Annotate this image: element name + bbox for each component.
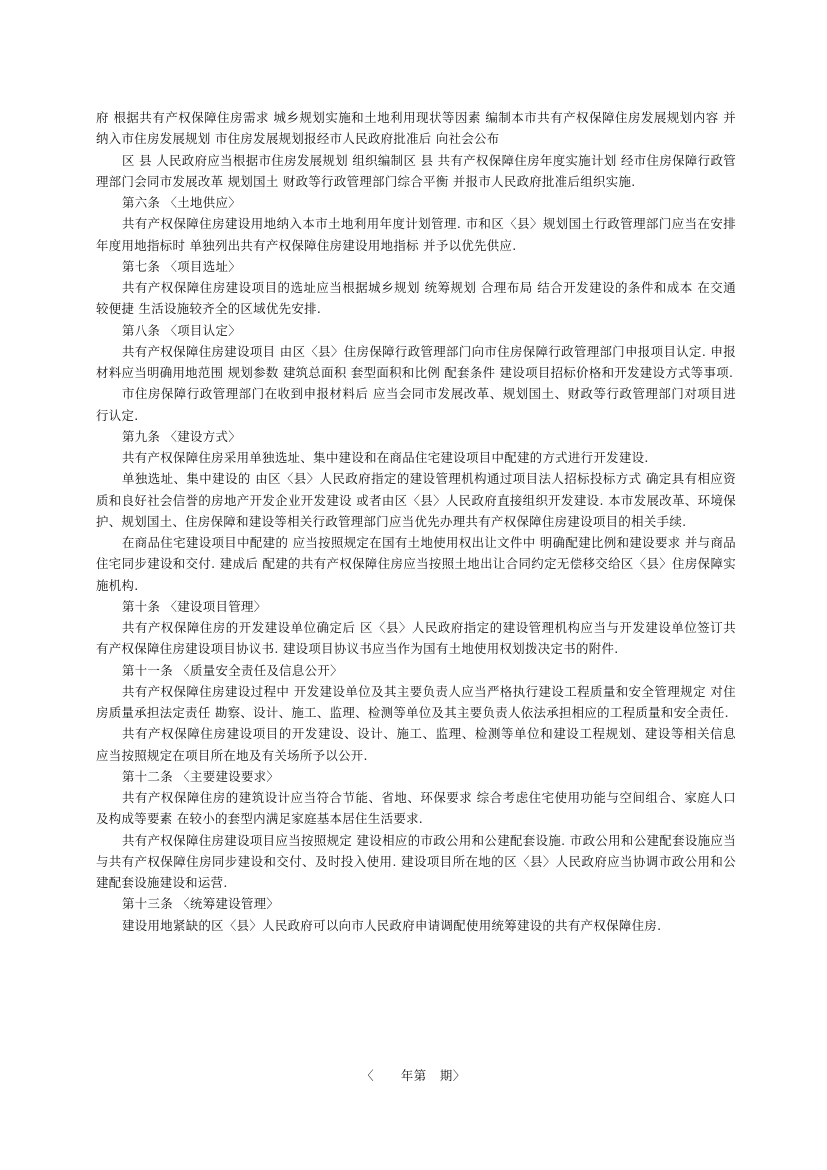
paragraph: 共有产权保障住房的建筑设计应当符合节能、省地、环保要求 综合考虑住宅使用功能与空间组合、家庭人口及构成等要素 在较小的套型内满足家庭基本居住生活要求. <box>96 790 736 827</box>
article-heading-12: 第十二条 〈主要建设要求〉 <box>122 768 280 784</box>
article-heading-11: 第十一条 〈质量安全责任及信息公开〉 <box>122 662 343 678</box>
paragraph: 共有产权保障住房建设用地纳入本市土地利用年度计划管理. 市和区〈县〉规划国土行政管理部门应当在安排年度用地指标时 单独列出共有产权保障住房建设用地指标 并予以优先供应. <box>96 216 736 253</box>
page-footer: 〈 年第 期〉 <box>361 1068 466 1083</box>
paragraph: 共有产权保障住房采用单独选址、集中建设和在商品住宅建设项目中配建的方式进行开发建设. <box>122 450 649 465</box>
article-heading-7: 第七条 〈项目选址〉 <box>122 258 241 274</box>
paragraph: 共有产权保障住房建设项目应当按照规定 建设相应的市政公用和公建配套设施. 市政公用和公建配套设施应当与共有产权保障住房同步建设和交付、及时投入使用. 建设项目所在地的区〈县〉人民政府应当协调市政公用和公建配套设施建设和运营. <box>96 832 736 890</box>
paragraph: 建设用地紧缺的区〈县〉人民政府可以向市人民政府申请调配使用统筹建设的共有产权保障住房. <box>122 917 662 933</box>
article-heading-8: 第八条 〈项目认定〉 <box>122 322 241 338</box>
article-heading-6: 第六条 〈土地供应〉 <box>122 195 241 210</box>
document-body <box>96 107 736 936</box>
paragraph: 共有产权保障住房的开发建设单位确定后 区〈县〉人民政府指定的建设管理机构应当与开发建设单位签订共有产权保障住房建设项目协议书. 建设项目协议书应当作为国有土地使用权划拨决定书的附件. <box>96 620 736 657</box>
paragraph: 区 县 人民政府应当根据市住房发展规划 组织编制区 县 共有产权保障住房年度实施计划 经市住房保障行政管理部门会同市发展改革 规划国土 财政等行政管理部门综合平衡 并报市人民政府批准后组织实施. <box>96 152 736 189</box>
paragraph: 在商品住宅建设项目中配建的 应当按照规定在国有土地使用权出让文件中 明确配建比例和建设要求 并与商品住宅同步建设和交付. 建成后 配建的共有产权保障住房应当按照土地出让合同约定无偿移交给区〈县〉住房保障实施机构. <box>96 535 736 593</box>
article-heading-13: 第十三条 〈统筹建设管理〉 <box>122 896 280 912</box>
paragraph: 共有产权保障住房建设项目 由区〈县〉住房保障行政管理部门向市住房保障行政管理部门申报项目认定. 申报材料应当明确用地范围 规划参数 建筑总面积 套型面积和比例 配套条件 建设项目招标价格和开发建设方式等事项. <box>96 343 736 380</box>
article-heading-10: 第十条 〈建设项目管理〉 <box>122 598 267 614</box>
paragraph: 共有产权保障住房建设过程中 开发建设单位及其主要负责人应当严格执行建设工程质量和安全管理规定 对住房质量承担法定责任 勘察、设计、施工、监理、检测等单位及其主要负责人依法承担相应的工程质量和安全责任. <box>96 683 736 720</box>
paragraph-continuation: 府 根据共有产权保障住房需求 城乡规划实施和土地利用现状等因素 编制本市共有产权保障住房发展规划内容 并纳入市住房发展规划 市住房发展规划报经市人民政府批准后 向社会公布 <box>96 110 736 147</box>
paragraph: 市住房保障行政管理部门在收到申报材料后 应当会同市发展改革、规划国土、财政等行政管理部门对项目进行认定. <box>96 386 736 423</box>
paragraph: 共有产权保障住房建设项目的开发建设、设计、施工、监理、检测等单位和建设工程规划、建设等相关信息 应当按照规定在项目所在地及有关场所予以公开. <box>96 726 736 763</box>
paragraph: 共有产权保障住房建设项目的选址应当根据城乡规划 统筹规划 合理布局 结合开发建设的条件和成本 在交通较便捷 生活设施较齐全的区域优先安排. <box>96 280 736 317</box>
paragraph: 单独选址、集中建设的 由区〈县〉人民政府指定的建设管理机构通过项目法人招标投标方式 确定具有相应资质和良好社会信誉的房地产开发企业开发建设 或者由区〈县〉人民政府直接组织开发建设. 本市发展改革、环境保护、规划国土、住房保障和建设等相关行政管理部门应当优先办理共有产权保障住房建设项目的相关手续. <box>96 471 736 529</box>
article-heading-9: 第九条 〈建设方式〉 <box>122 428 241 444</box>
